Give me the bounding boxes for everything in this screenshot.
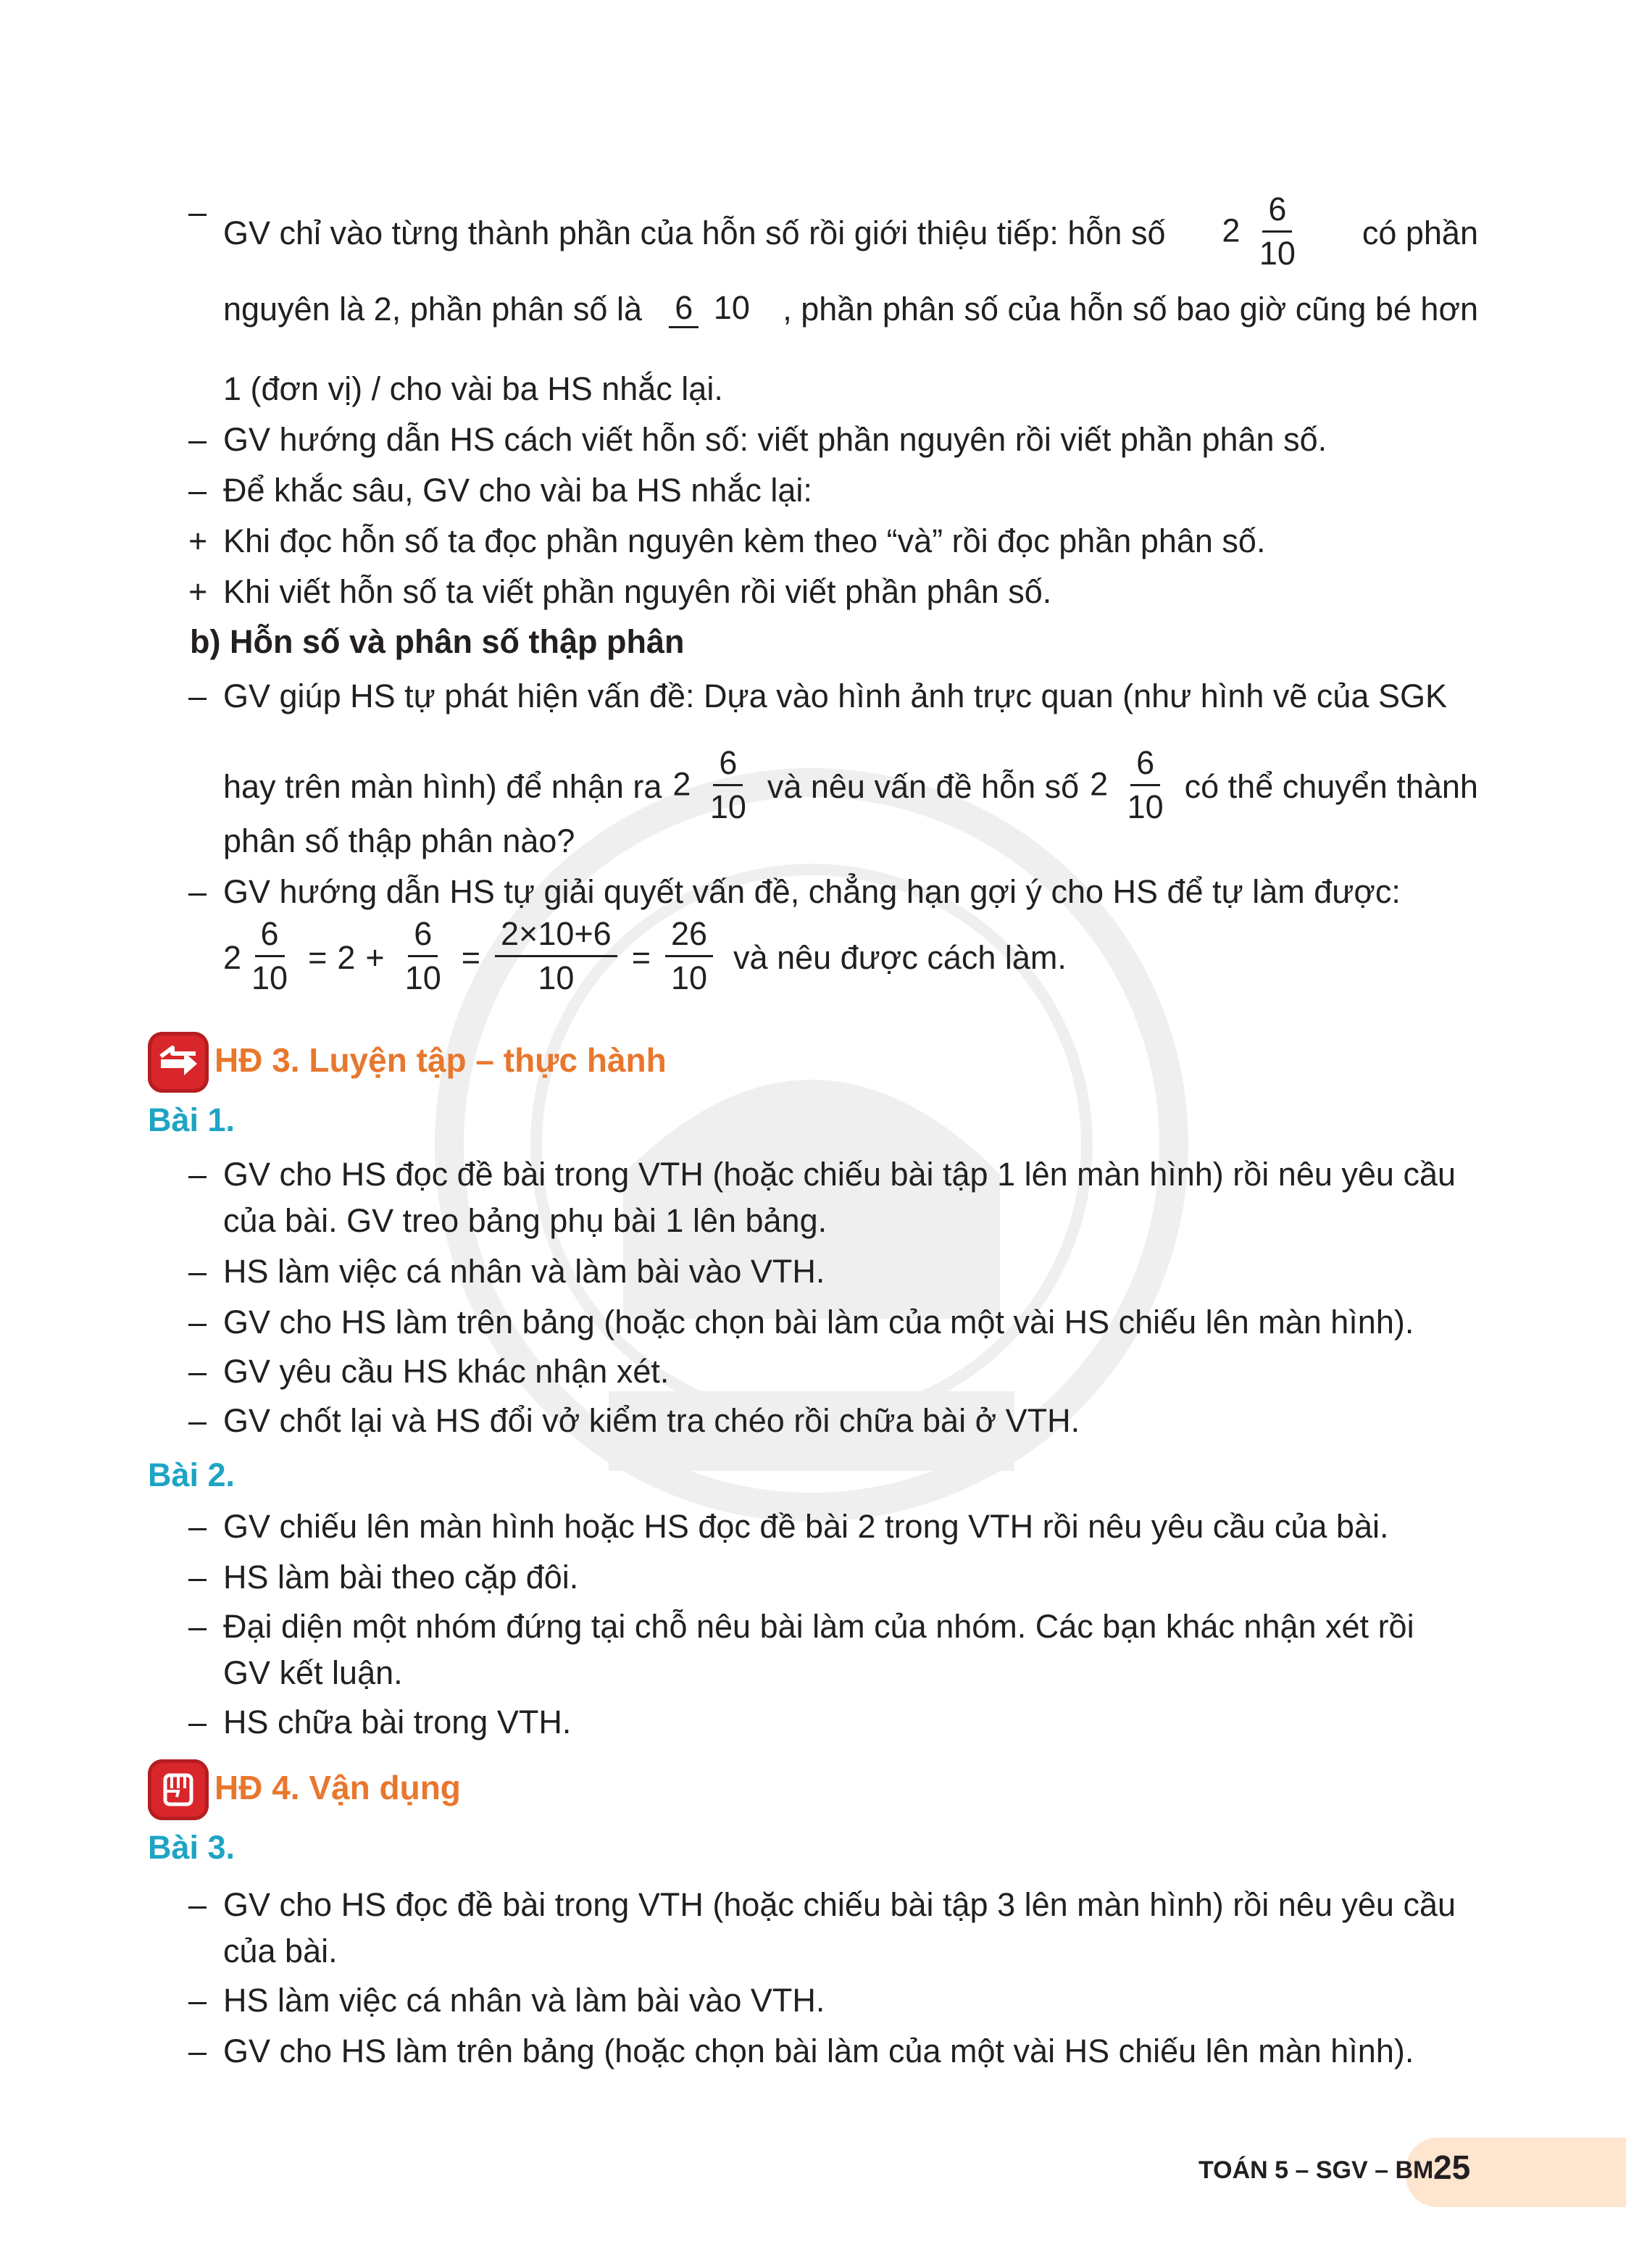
section-heading: b) Hỗn số và phân số thập phân bbox=[190, 623, 685, 660]
list-dash: – bbox=[188, 873, 207, 910]
fraction bbox=[665, 913, 713, 999]
mixed-whole: 2 bbox=[672, 765, 691, 803]
text-span: HS làm việc cá nhân và làm bài vào VTH. bbox=[223, 1253, 825, 1290]
plus-sign: + bbox=[365, 938, 385, 976]
fraction-numerator: 6 bbox=[713, 742, 743, 786]
equals-sign: = bbox=[461, 938, 481, 976]
text-span: GV hướng dẫn HS cách viết hỗn số: viết phần nguyên rồi viết phần phân số. bbox=[223, 421, 1327, 458]
fraction-numerator: 6 bbox=[1262, 188, 1292, 233]
exercise-label: Bài 1. bbox=[148, 1101, 235, 1138]
text-span: Khi viết hỗn số ta viết phần nguyên rồi viết phần phân số. bbox=[223, 573, 1052, 610]
list-plus: + bbox=[188, 522, 208, 559]
text-span: hay trên màn hình) để nhận ra bbox=[223, 767, 662, 805]
text-span: GV chỉ vào từng thành phần của hỗn số rồi giới thiệu tiếp: hỗn số bbox=[223, 214, 1166, 251]
fraction-numerator: 2×10+6 bbox=[495, 913, 617, 957]
text-span: Để khắc sâu, GV cho vài ba HS nhắc lại: bbox=[223, 472, 812, 509]
fist-icon bbox=[148, 1759, 209, 1820]
text-span: và nêu vấn đề hỗn số bbox=[767, 767, 1080, 805]
equals-sign: = bbox=[308, 938, 328, 976]
mixed-number bbox=[672, 743, 756, 830]
fraction-denominator: 10 bbox=[1127, 788, 1164, 825]
text-span: GV cho HS làm trên bảng (hoặc chọn bài làm của một vài HS chiếu lên màn hình). bbox=[223, 2033, 1414, 2069]
list-dash: – bbox=[188, 1982, 207, 2019]
text-span: Khi đọc hỗn số ta đọc phần nguyên kèm theo “và” rồi đọc phần phân số. bbox=[223, 522, 1266, 559]
text-span: Đại diện một nhóm đứng tại chỗ nêu bài làm của nhóm. Các bạn khác nhận xét rồi bbox=[223, 1608, 1414, 1645]
text-span: GV giúp HS tự phát hiện vấn đề: Dựa vào hình ảnh trực quan (như hình vẽ của SGK bbox=[223, 678, 1447, 714]
mixed-number bbox=[223, 914, 298, 1001]
line-content bbox=[223, 190, 1478, 276]
list-dash: – bbox=[188, 193, 207, 230]
mixed-whole: 2 bbox=[223, 938, 242, 976]
line-content bbox=[223, 287, 1478, 332]
list-dash: – bbox=[188, 472, 207, 509]
fraction-denominator: 10 bbox=[713, 289, 750, 326]
list-dash: – bbox=[188, 1508, 207, 1545]
fraction-numerator: 6 bbox=[669, 289, 699, 328]
fraction-denominator: 10 bbox=[538, 959, 575, 996]
text-span: của bài. GV treo bảng phụ bài 1 lên bảng. bbox=[223, 1202, 827, 1239]
fraction bbox=[399, 913, 447, 999]
fraction-denominator: 10 bbox=[404, 959, 441, 996]
text-span: có phần bbox=[1362, 214, 1478, 251]
list-dash: – bbox=[188, 678, 207, 714]
mixed-number bbox=[1090, 743, 1174, 830]
text-span: có thể chuyển thành bbox=[1184, 767, 1478, 805]
text-span: HS làm việc cá nhân và làm bài vào VTH. bbox=[223, 1982, 825, 2019]
list-dash: – bbox=[188, 2033, 207, 2069]
text-span: , phần phân số của hỗn số bao giờ cũng bé hơn bbox=[783, 291, 1478, 328]
text-span: phân số thập phân nào? bbox=[223, 822, 575, 859]
list-plus: + bbox=[188, 573, 208, 610]
fraction bbox=[669, 287, 756, 329]
fraction-denominator: 10 bbox=[709, 788, 746, 825]
text-span: GV kết luận. bbox=[223, 1654, 403, 1691]
fraction-denominator: 10 bbox=[251, 959, 288, 996]
mixed-whole: 2 bbox=[1090, 765, 1109, 803]
fraction bbox=[704, 742, 752, 828]
text-span: HS làm bài theo cặp đôi. bbox=[223, 1559, 579, 1596]
list-dash: – bbox=[188, 1304, 207, 1341]
fraction bbox=[1254, 188, 1301, 275]
list-dash: – bbox=[188, 1253, 207, 1290]
fraction-numerator: 6 bbox=[255, 913, 285, 957]
equals-sign: = bbox=[631, 938, 651, 976]
text-span: của bài. bbox=[223, 1933, 338, 1969]
fraction-denominator: 10 bbox=[670, 959, 708, 996]
fraction-numerator: 26 bbox=[665, 913, 713, 957]
list-dash: – bbox=[188, 1402, 207, 1439]
text-span: GV hướng dẫn HS tự giải quyết vấn đề, chẳng hạn gợi ý cho HS để tự làm được: bbox=[223, 873, 1401, 910]
text-span: GV cho HS đọc đề bài trong VTH (hoặc chiếu bài tập 3 lên màn hình) rồi nêu yêu cầu bbox=[223, 1886, 1456, 1923]
list-dash: – bbox=[188, 1156, 207, 1193]
text-span: GV yêu cầu HS khác nhận xét. bbox=[223, 1353, 670, 1390]
list-dash: – bbox=[188, 1559, 207, 1596]
book-title-footer: TOÁN 5 – SGV – BM bbox=[1198, 2156, 1434, 2184]
text-span: nguyên là 2, phần phân số là bbox=[223, 291, 642, 328]
activity-heading: HĐ 4. Vận dụng bbox=[214, 1769, 461, 1806]
fraction bbox=[495, 913, 617, 999]
list-dash: – bbox=[188, 1353, 207, 1390]
page-number: 25 bbox=[1433, 2148, 1471, 2186]
list-dash: – bbox=[188, 1608, 207, 1645]
mixed-whole: 2 bbox=[1222, 212, 1241, 249]
list-dash: – bbox=[188, 1886, 207, 1923]
mixed-number bbox=[1222, 190, 1306, 276]
line-content bbox=[223, 743, 1478, 830]
activity-heading: HĐ 3. Luyện tập – thực hành bbox=[214, 1041, 667, 1079]
exercise-label: Bài 3. bbox=[148, 1829, 235, 1866]
text-span: GV cho HS đọc đề bài trong VTH (hoặc chiếu bài tập 1 lên màn hình) rồi nêu yêu cầu bbox=[223, 1156, 1456, 1193]
text-span: 1 (đơn vị) / cho vài ba HS nhắc lại. bbox=[223, 370, 723, 407]
list-dash: – bbox=[188, 1704, 207, 1740]
fraction-denominator: 10 bbox=[1259, 235, 1296, 272]
text-span: và nêu được cách làm. bbox=[733, 938, 1067, 976]
text-span: GV chiếu lên màn hình hoặc HS đọc đề bài 2 trong VTH rồi nêu yêu cầu của bài. bbox=[223, 1508, 1389, 1545]
fraction bbox=[246, 913, 293, 999]
fraction-numerator: 6 bbox=[1130, 742, 1160, 786]
equation bbox=[223, 914, 1067, 1001]
exercise-label: Bài 2. bbox=[148, 1456, 235, 1493]
list-dash: – bbox=[188, 421, 207, 458]
fraction bbox=[1122, 742, 1170, 828]
text-span: GV chốt lại và HS đổi vở kiểm tra chéo rồi chữa bài ở VTH. bbox=[223, 1402, 1080, 1439]
text-span: HS chữa bài trong VTH. bbox=[223, 1704, 572, 1740]
term: 2 bbox=[337, 938, 356, 976]
fraction-numerator: 6 bbox=[408, 913, 438, 957]
practice-icon bbox=[148, 1032, 209, 1093]
text-span: GV cho HS làm trên bảng (hoặc chọn bài làm của một vài HS chiếu lên màn hình). bbox=[223, 1304, 1414, 1341]
